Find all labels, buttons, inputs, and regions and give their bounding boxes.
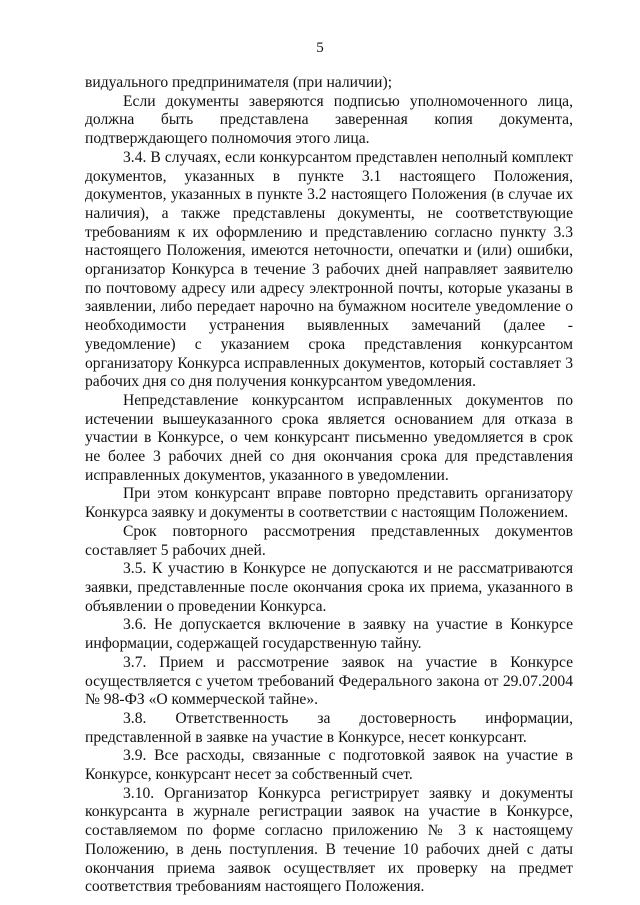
- paragraph: Срок повторного рассмотрения представленных документов составляет 5 рабочих дней.: [85, 522, 573, 559]
- paragraph: видуального предпринимателя (при наличии);: [85, 74, 393, 91]
- paragraph-3-8: 3.8. Ответственность за достоверность информации, представленной в заявке на участие в Конкурсе, несет конкурсант.: [85, 709, 573, 746]
- page-number: 5: [316, 40, 324, 56]
- paragraph-3-9: 3.9. Все расходы, связанные с подготовкой заявок на участие в Конкурсе, конкурсант несет за собственный счет.: [85, 747, 573, 784]
- paragraph-3-7: 3.7. Прием и рассмотрение заявок на участие в Конкурсе осуществляется с учетом требований Федерального закона от 29.07.2004 № 98-ФЗ «О коммерческой тайне».: [85, 653, 573, 709]
- paragraph: Непредставление конкурсантом исправленных документов по истечении вышеуказанного срока является основанием для отказа в участии в Конкурсе, о чем конкурсант письменно уведомляется в срок не более 3 рабочих дней со дня окончания срока для представления исправленных документов, указанного в уведомлении.: [85, 391, 573, 484]
- paragraph: Если документы заверяются подписью уполномоченного лица, должна быть представлена заверенная копия документа, подтверждающего полномочия этого лица.: [85, 92, 573, 148]
- paragraph: При этом конкурсант вправе повторно представить организатору Конкурса заявку и документы в соответствии с настоящим Положением.: [85, 485, 573, 522]
- document-body: [85, 74, 573, 897]
- paragraph-3-10: 3.10. Организатор Конкурса регистрирует заявку и документы конкурсанта в журнале регистрации заявок на участие в Конкурсе, составляемом по форме согласно приложению № 3 к настоящему Положению, в день поступления. В течение 10 рабочих дней с даты окончания приема заявок осуществляет их проверку на предмет соответствия требованиям настоящего Положения.: [85, 784, 573, 896]
- paragraph-3-5: 3.5. К участию в Конкурсе не допускаются и не рассматриваются заявки, представленные после окончания срока их приема, указанного в объявлении о проведении Конкурса.: [85, 560, 573, 615]
- paragraph-3-4: 3.4. В случаях, если конкурсантом представлен неполный комплект документов, указанных в пункте 3.1 настоящего Положения, документов, указанных в пункте 3.2 настоящего Положения (в случае их наличия), а также представлены документы, не соответствующие требованиям к их оформлению и представлению согласно пункту 3.3 настоящего Положения, имеются неточности, опечатки и (или) ошибки, организатор Конкурса в течение 3 рабочих дней направляет заявителю по почтовому адресу или адресу электронной почты, которые указаны в заявлении, либо передает нарочно на бумажном носителе уведомление о необходимости устранения выявленных замечаний (далее - уведомление) с указанием срока представления конкурсантом организатору Конкурса исправленных документов, который составляет 3 рабочих дня со дня получения конкурсантом уведомления.: [85, 148, 573, 391]
- paragraph-3-6: 3.6. Не допускается включение в заявку на участие в Конкурсе информации, содержащей государственную тайну.: [85, 616, 573, 653]
